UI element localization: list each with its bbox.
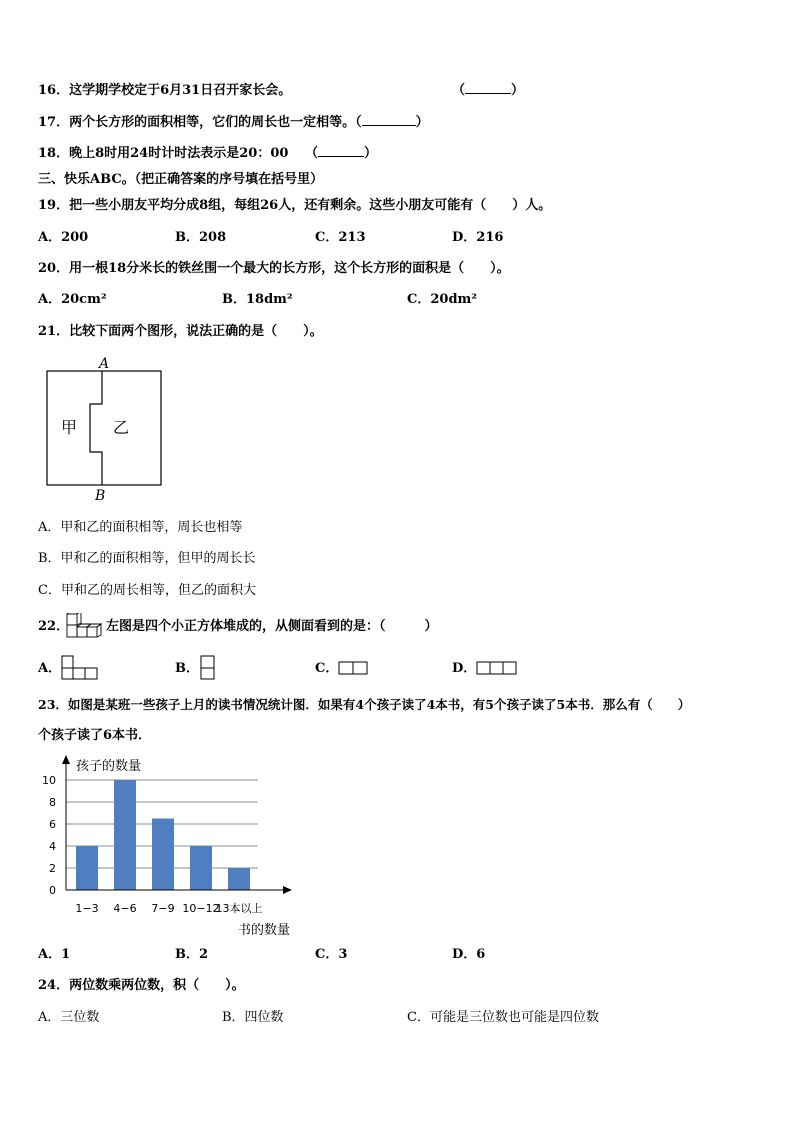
option-b-view-icon [199, 655, 217, 681]
option-c[interactable]: C．可能是三位数也可能是四位数 [407, 1010, 599, 1025]
question-19 [38, 198, 551, 214]
question-22-text: 左图是四个小正方体堆成的，从侧面看到的是：（ ） [106, 619, 438, 634]
option-c-view-icon [338, 660, 370, 676]
question-24 [38, 978, 245, 994]
option-d[interactable]: D． [452, 661, 477, 676]
option-a-view-icon [61, 655, 99, 681]
x-axis-arrow [283, 886, 292, 894]
question-number: 16． [38, 83, 70, 98]
question-20 [38, 261, 510, 277]
y-tick-label: 4 [49, 840, 56, 853]
x-tick-label: 13本以上 [215, 902, 263, 915]
question-number: 17． [38, 115, 70, 130]
answer-blank-18[interactable] [318, 146, 364, 157]
bar-3 [190, 846, 212, 890]
option-b[interactable]: B．甲和乙的面积相等，但甲的周长长 [38, 551, 256, 566]
option-a[interactable]: A．20cm² [38, 292, 107, 307]
bar-1 [114, 780, 136, 890]
label-a: A [99, 356, 110, 372]
y-axis-arrow [62, 755, 70, 764]
option-b[interactable]: B．四位数 [222, 1010, 284, 1025]
option-c[interactable]: C．甲和乙的周长相等，但乙的面积大 [38, 583, 256, 598]
question-16 [38, 83, 291, 99]
bar-0 [76, 846, 98, 890]
question-17: 17．两个长方形的面积相等，它们的周长也一定相等。（ ） [38, 115, 429, 130]
answer-blank-16[interactable]: （ ） [452, 83, 525, 98]
answer-blank-17[interactable] [362, 115, 416, 126]
option-a[interactable]: A．1 [38, 947, 71, 962]
y-tick-label: 0 [49, 884, 56, 897]
option-c[interactable]: C．3 [315, 947, 348, 962]
question-text: 两个长方形的面积相等，它们的周长也一定相等。（ [69, 115, 362, 130]
option-c[interactable]: C．20dm² [407, 292, 477, 307]
question-22-number: 22． [38, 619, 70, 634]
option-d[interactable]: D．6 [452, 947, 486, 962]
option-c[interactable]: C．213 [315, 230, 366, 245]
x-tick-label: 10−12 [182, 902, 220, 915]
x-tick-label: 7−9 [151, 902, 175, 915]
y-tick-label: 8 [49, 796, 56, 809]
y-axis-label: 孩子的数量 [76, 759, 142, 774]
y-tick-label: 6 [49, 818, 56, 831]
dividing-line [90, 371, 102, 485]
option-b[interactable]: B．18dm² [222, 292, 293, 307]
question-text: 两位数乘两位数，积（ ）。 [69, 978, 245, 993]
question-number: 21． [38, 324, 70, 339]
x-axis-label: 书的数量 [238, 923, 291, 938]
option-b[interactable]: B． [175, 661, 199, 676]
option-c[interactable]: C． [315, 661, 339, 676]
bar-2 [152, 819, 174, 891]
question-text: 用一根18分米长的铁丝围一个最大的长方形，这个长方形的面积是（ ）。 [69, 261, 510, 276]
question-number: 20． [38, 261, 70, 276]
label-jia: 甲 [61, 418, 78, 437]
option-b[interactable]: B．2 [175, 947, 209, 962]
x-tick-label: 4−6 [113, 902, 137, 915]
option-a[interactable]: A．三位数 [38, 1010, 100, 1025]
question-number: 24． [38, 978, 70, 993]
reading-bar-chart [30, 750, 310, 940]
question-18: 18．晚上8时用24时计时法表示是20：00 （ ） [38, 146, 377, 161]
section-title: 三、快乐ABC。（把正确答案的序号填在括号里） [38, 172, 324, 187]
option-a[interactable]: A．甲和乙的面积相等，周长也相等 [38, 520, 243, 535]
question-text: 如图是某班一些孩子上月的读书情况统计图．如果有4个孩子读了4本书，有5个孩子读了5本书．那么有（ ） [67, 697, 691, 712]
cube-stack-icon [66, 613, 106, 639]
question-text: 比较下面两个图形，说法正确的是（ ）。 [69, 324, 323, 339]
option-d[interactable]: D．216 [452, 230, 504, 245]
y-tick-label: 10 [42, 774, 56, 787]
question-number: 19． [38, 198, 70, 213]
question-23 [38, 697, 690, 713]
question-text: 这学期学校定于6月31日召开家长会。 [69, 83, 292, 98]
x-tick-label: 1−3 [75, 902, 99, 915]
option-a[interactable]: A．200 [38, 230, 89, 245]
option-d-view-icon [476, 660, 518, 676]
question-text: 晚上8时用24时计时法表示是20：00 [69, 146, 289, 161]
question-number: 23． [38, 697, 68, 712]
label-yi: 乙 [113, 418, 130, 437]
bar-4 [228, 868, 250, 890]
question-text: 把一些小朋友平均分成8组，每组26人，还有剩余。这些小朋友可能有（ ）人。 [69, 198, 552, 213]
shape-comparison-figure [40, 352, 170, 504]
label-b: B [95, 488, 106, 504]
option-a[interactable]: A． [38, 661, 62, 676]
question-number: 18． [38, 146, 70, 161]
option-b[interactable]: B．208 [175, 230, 227, 245]
y-tick-label: 2 [49, 862, 56, 875]
question-21 [38, 324, 323, 340]
question-23-cont: 个孩子读了6本书． [38, 728, 152, 743]
